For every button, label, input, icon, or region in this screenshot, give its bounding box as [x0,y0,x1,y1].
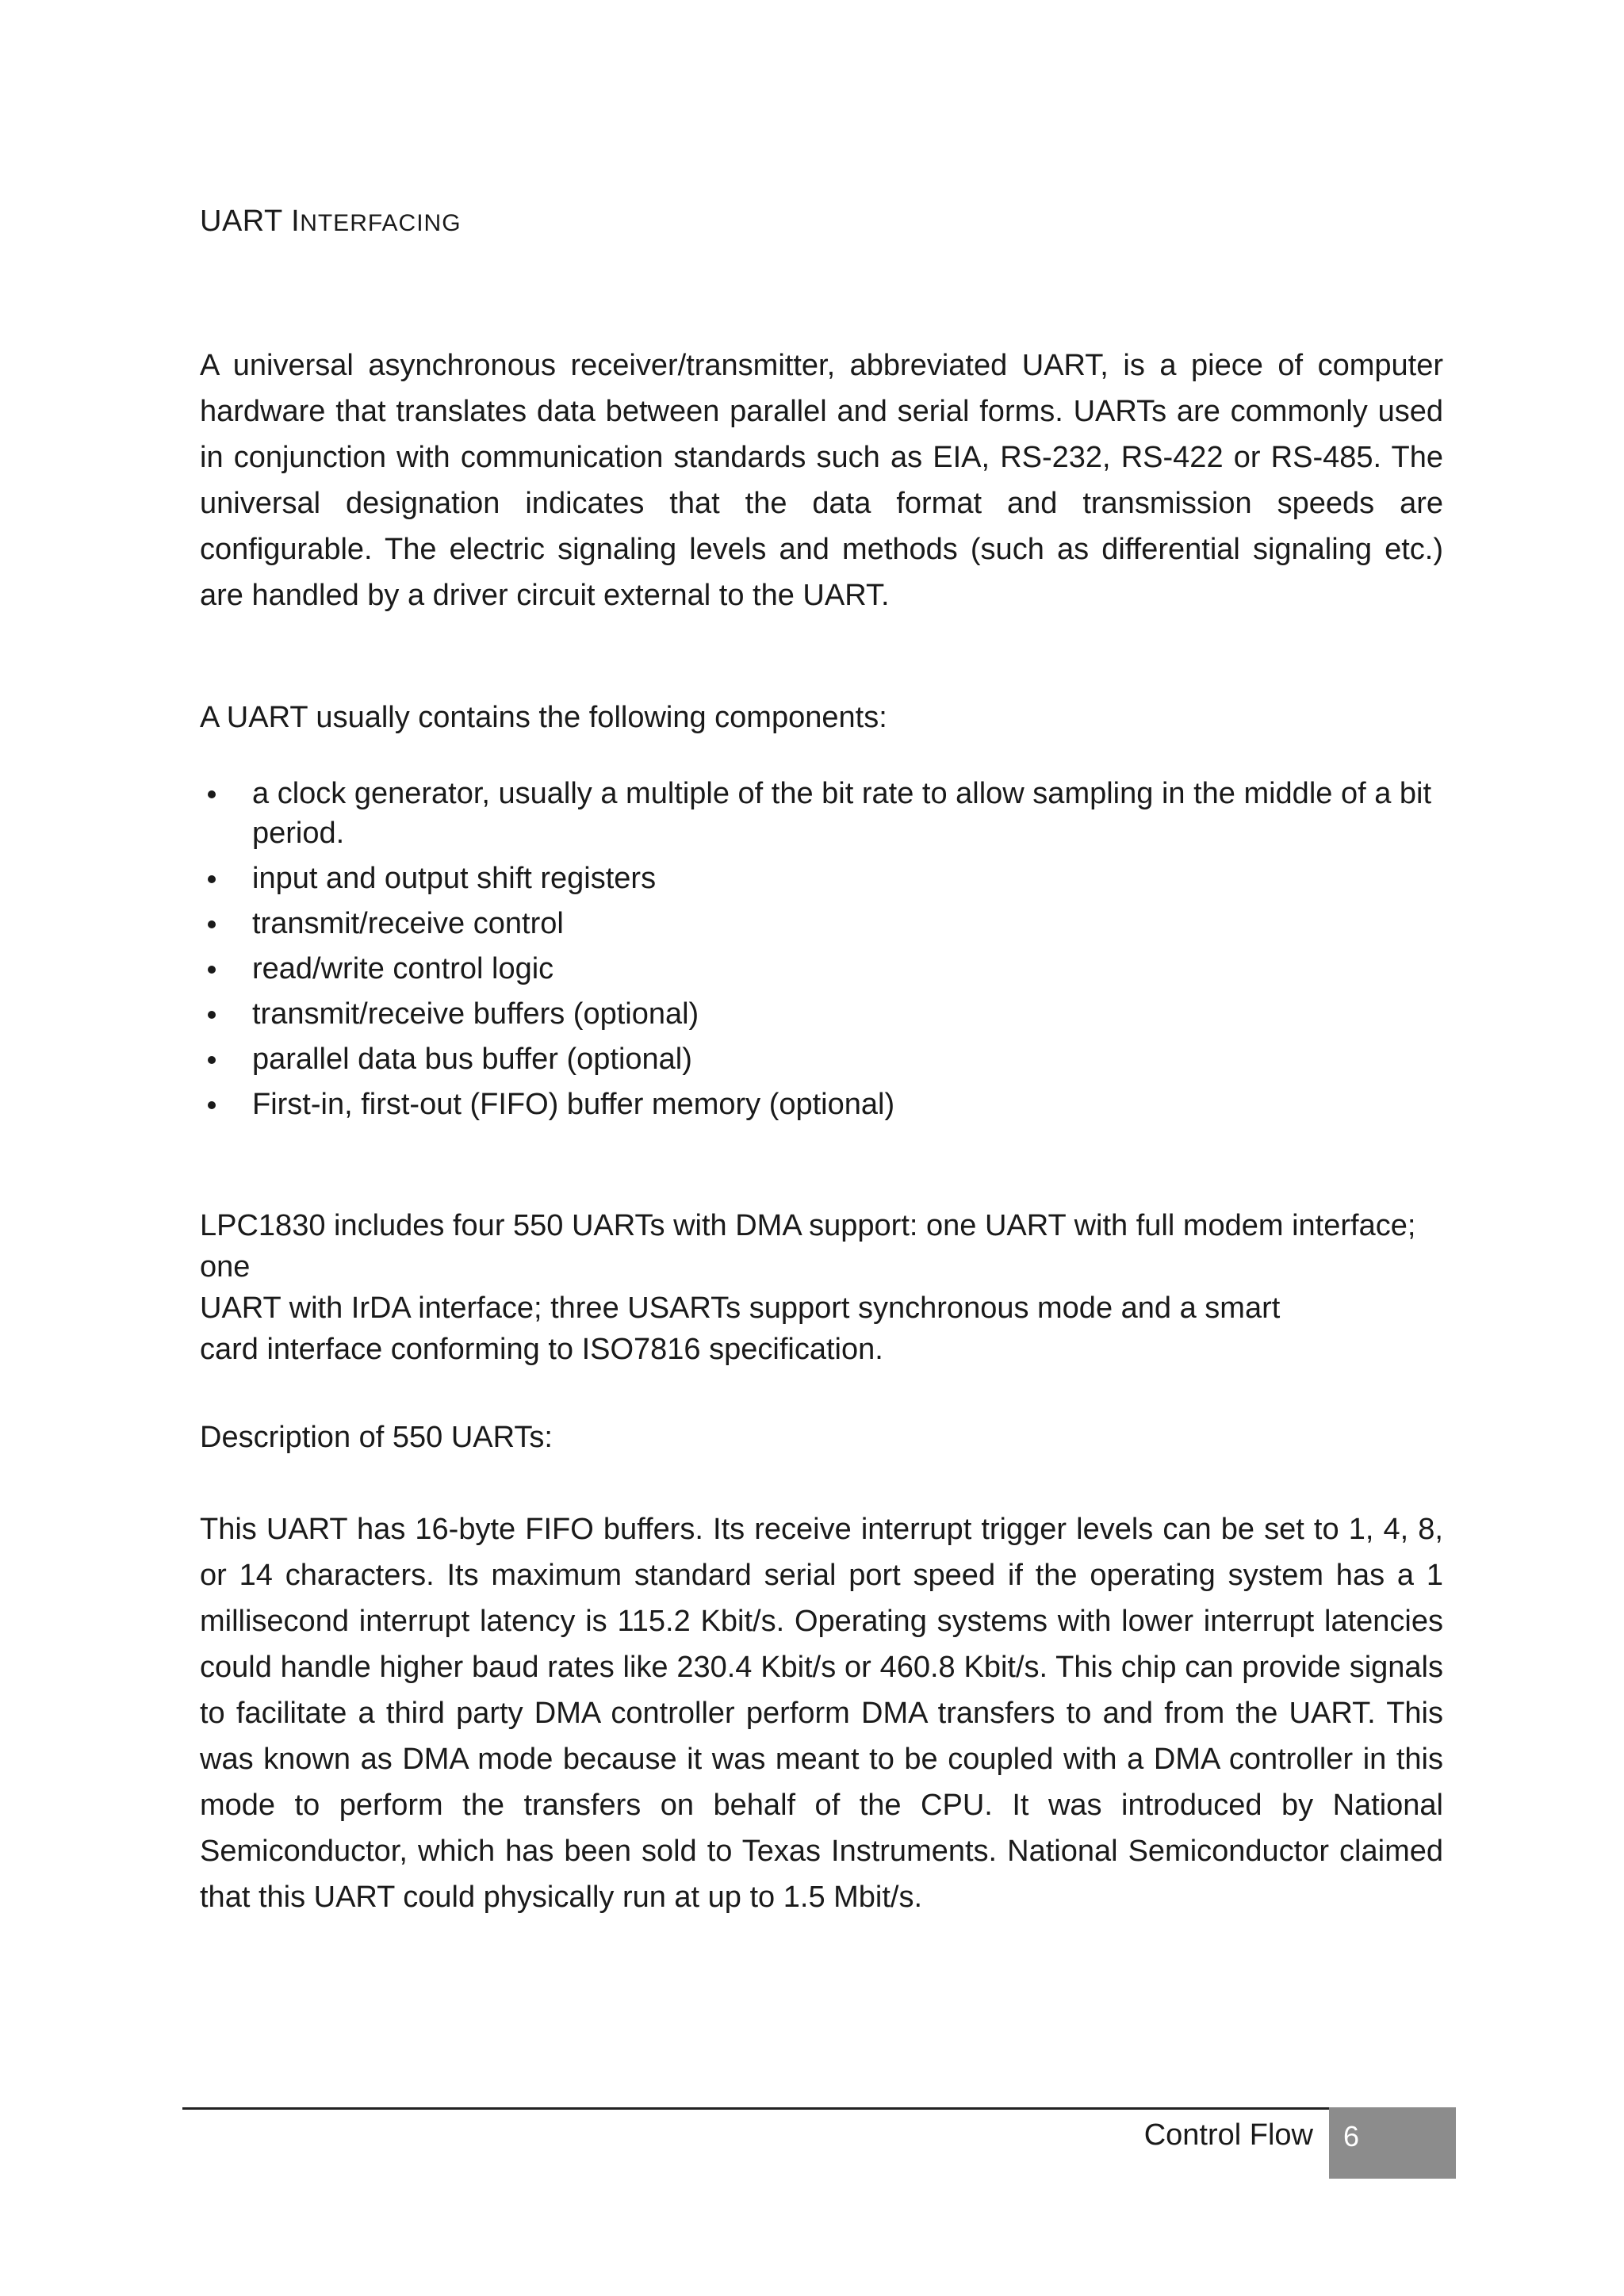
list-item: transmit/receive buffers (optional) [200,994,1443,1034]
lpc-line: one [200,1250,251,1284]
footer-divider [182,2107,1451,2110]
lpc-line: LPC1830 includes four 550 UARTs with DMA support: one UART with full modem interface; [200,1209,1416,1242]
components-lead: A UART usually contains the following components: [200,701,887,734]
lpc-paragraph [200,1205,1484,1370]
components-list [200,774,1443,1130]
description-paragraph: This UART has 16-byte FIFO buffers. Its receive interrupt trigger levels can be set to 1, 4, 8, or 14 characters. Its maximum standard serial port speed if the operating system has a 1 millisecond interrupt latency is 115.2 Kbit/s. Operating systems with lower interrupt latencies could handle higher baud rates like 230.4 Kbit/s or 460.8 Kbit/s. This chip can provide signals to facilitate a third party DMA controller perform DMA transfers to and from the UART. This was known as DMA mode because it was meant to be coupled with a DMA controller in this mode to perform the transfers on behalf of the CPU. It was introduced by National Semiconductor, which has been sold to Texas Instruments. National Semiconductor claimed that this UART could physically run at up to 1.5 Mbit/s. [200,1513,1443,1914]
lpc-line: UART with IrDA interface; three USARTs support synchronous mode and a smart [200,1292,1281,1325]
list-item: a clock generator, usually a multiple of the bit rate to allow sampling in the middle of a bit period. [200,774,1443,853]
page-number: 6 [1329,2107,1456,2179]
section-heading [200,205,462,239]
list-item: read/write control logic [200,949,1443,989]
heading-prefix: UART I [200,205,301,238]
lpc-line: card interface conforming to ISO7816 specification. [200,1333,883,1366]
list-item: transmit/receive control [200,904,1443,943]
intro-paragraph: A universal asynchronous receiver/transmitter, abbreviated UART, is a piece of computer hardware that translates data between parallel and serial forms. UARTs are commonly used in conjunction with communication standards such as EIA, RS-232, RS-422 or RS-485. The universal designation indicates that the data format and transmission speeds are configurable. The electric signaling levels and methods (such as differential signaling etc.) are handled by a driver circuit external to the UART. [200,349,1443,612]
footer-title: Control Flow [1143,2118,1313,2152]
list-item: input and output shift registers [200,859,1443,898]
heading-small-caps: NTERFACING [300,210,462,236]
list-item: First-in, first-out (FIFO) buffer memory (optional) [200,1085,1443,1124]
description-title: Description of 550 UARTs: [200,1421,553,1454]
list-item: parallel data bus buffer (optional) [200,1039,1443,1079]
